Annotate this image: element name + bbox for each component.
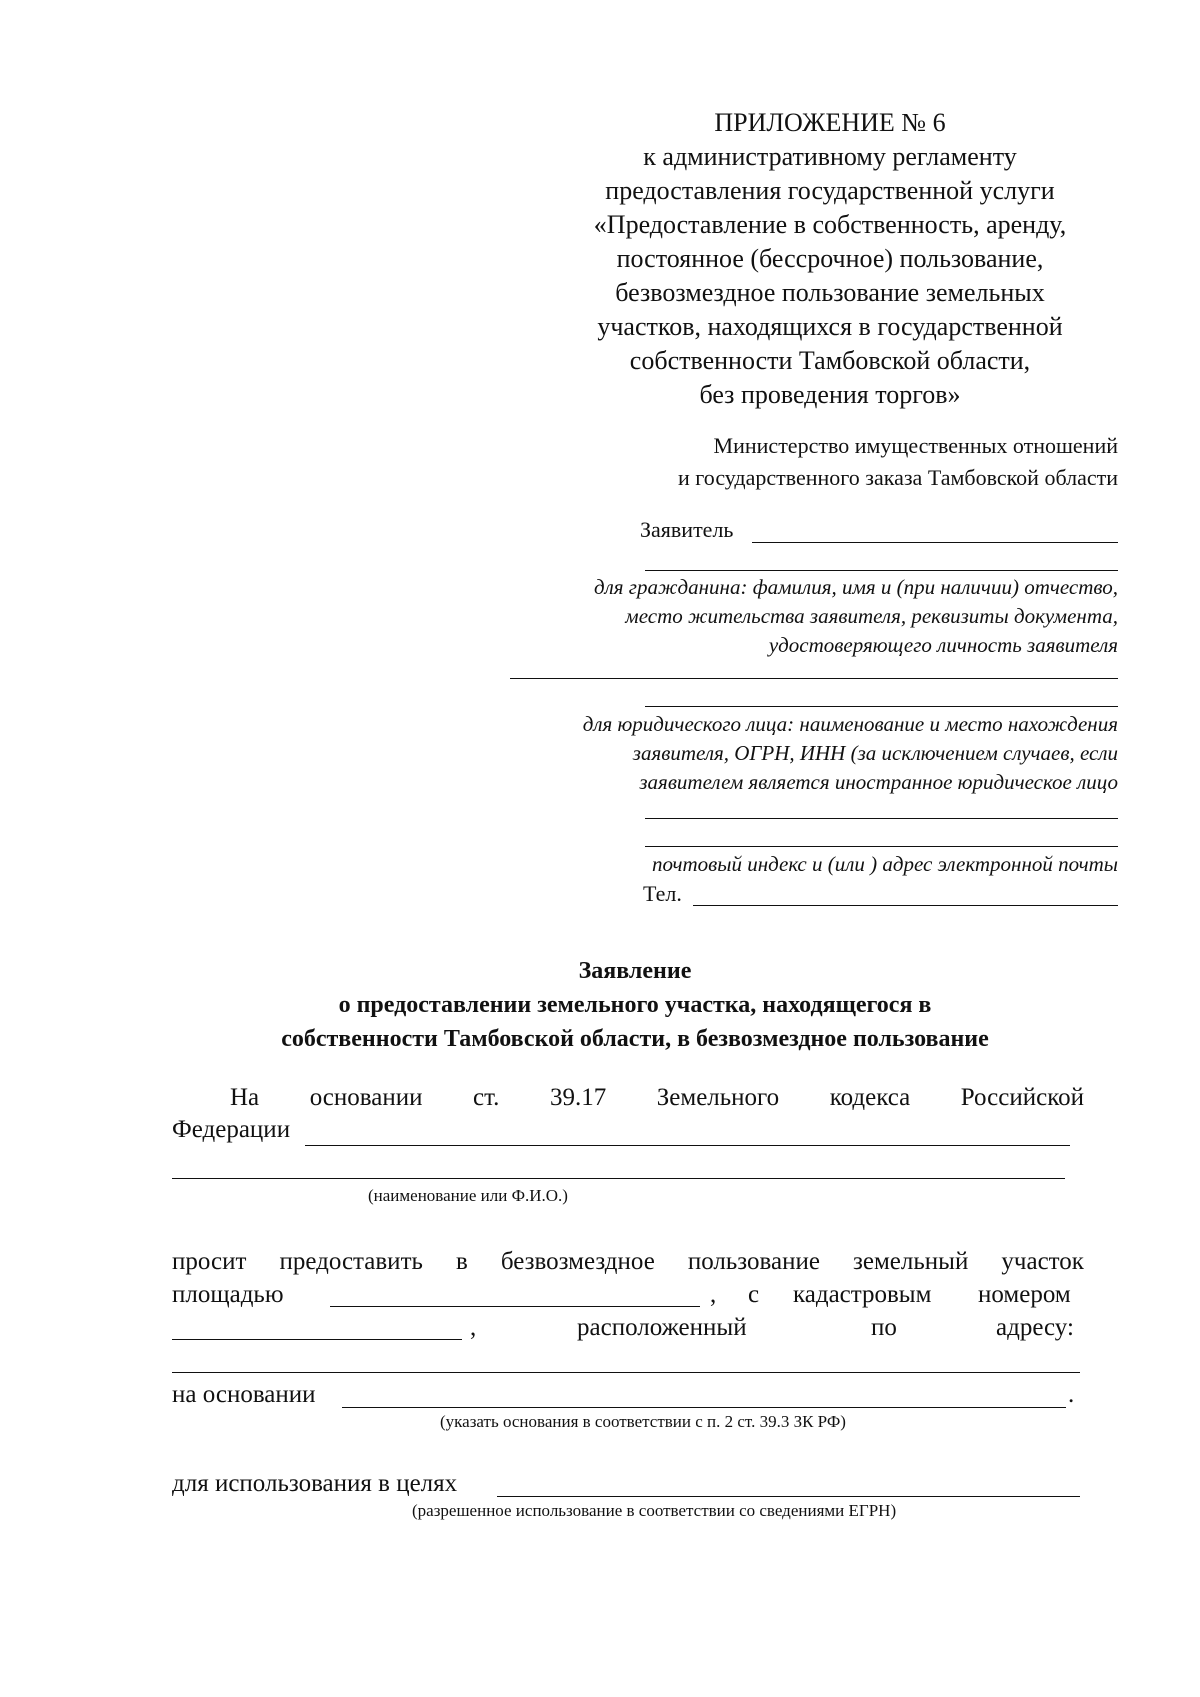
appendix-line: предоставления государственной услуги	[605, 176, 1055, 205]
cadastral-with: с	[748, 1281, 760, 1308]
statement-title	[170, 954, 1100, 1056]
appendix-line: к административному регламенту	[643, 142, 1017, 171]
basis-dot: .	[1068, 1381, 1075, 1408]
located-po: по	[871, 1314, 897, 1341]
title-subheading: о предоставлении земельного участка, находящегося в	[338, 992, 932, 1018]
purpose-note: (разрешенное использование в соответствии со сведениями ЕГРН)	[412, 1501, 897, 1520]
contact-field-line[interactable]	[645, 818, 1118, 819]
body-word: пользование	[687, 1248, 820, 1275]
basis-paragraph	[230, 1084, 1084, 1112]
federation-label: Федерации	[172, 1116, 291, 1143]
body-word: ст.	[473, 1084, 500, 1111]
applicant-field-line[interactable]	[645, 706, 1118, 707]
body-word: участок	[1001, 1248, 1084, 1275]
body-word: 39.17	[549, 1084, 607, 1111]
located-address-label: адресу:	[996, 1314, 1074, 1341]
applicant-field-line[interactable]	[510, 678, 1118, 679]
body-word: предоставить	[279, 1248, 423, 1275]
phone-field-line[interactable]	[693, 905, 1118, 906]
cadastral-field-line[interactable]	[172, 1339, 462, 1340]
hint-line: заявителя, ОГРН, ИНН (за исключением случаев, если	[632, 741, 1118, 765]
address-field-line[interactable]	[172, 1372, 1080, 1373]
contact-field-line[interactable]	[645, 846, 1118, 847]
hint-line: почтовый индекс и (или ) адрес электронной почты	[652, 852, 1118, 876]
applicant-label: Заявитель	[640, 517, 734, 542]
appendix-title: ПРИЛОЖЕНИЕ № 6	[714, 108, 946, 137]
title-subheading: собственности Тамбовской области, в безвозмездное пользование	[281, 1026, 989, 1052]
hint-line: для юридического лица: наименование и место нахождения	[582, 712, 1118, 736]
appendix-line: безвозмездное пользование земельных	[615, 278, 1045, 307]
appendix-line: участков, находящихся в государственной	[597, 312, 1063, 341]
comma: ,	[470, 1314, 477, 1341]
appendix-line: собственности Тамбовской области,	[629, 346, 1031, 375]
applicant-field-line[interactable]	[752, 542, 1118, 543]
hint-line: для гражданина: фамилия, имя и (при наличии) отчество,	[594, 575, 1118, 599]
applicant-name-line[interactable]	[305, 1145, 1070, 1146]
addressee-line: и государственного заказа Тамбовской области	[678, 465, 1118, 490]
cadastral-label: кадастровым	[793, 1281, 932, 1308]
name-note: (наименование или Ф.И.О.)	[368, 1186, 568, 1205]
body-word: На	[230, 1084, 260, 1111]
addressee-line: Министерство имущественных отношений	[713, 433, 1118, 458]
body-word: безвозмездное	[500, 1248, 655, 1275]
located-label: расположенный	[577, 1314, 747, 1341]
applicant-field-line[interactable]	[645, 570, 1118, 571]
body-word: Земельного	[656, 1084, 780, 1111]
legal-entity-hint	[583, 710, 1118, 797]
title-heading: Заявление	[578, 958, 692, 984]
appendix-line: постоянное (бессрочное) пользование,	[616, 244, 1044, 273]
body-word: кодекса	[829, 1084, 911, 1111]
body-word: в	[455, 1248, 468, 1275]
basis-label: на основании	[172, 1381, 316, 1408]
addressee-block	[678, 430, 1118, 494]
contact-hint	[652, 850, 1118, 879]
basis-note: (указать основания в соответствии с п. 2 ст. 39.3 ЗК РФ)	[440, 1412, 846, 1431]
purpose-label: для использования в целях	[172, 1470, 458, 1497]
body-word: основании	[309, 1084, 423, 1111]
body-word: Российской	[960, 1084, 1084, 1111]
basis-field-line[interactable]	[342, 1407, 1066, 1408]
area-field-line[interactable]	[330, 1306, 700, 1307]
appendix-header	[560, 106, 1100, 412]
appendix-line: «Предоставление в собственность, аренду,	[593, 210, 1067, 239]
hint-line: место жительства заявителя, реквизиты документа,	[625, 604, 1118, 628]
body-word: земельный	[853, 1248, 969, 1275]
hint-line: заявителем является иностранное юридическое лицо	[639, 770, 1118, 794]
appendix-line: без проведения торгов»	[699, 380, 961, 409]
request-paragraph	[172, 1248, 1084, 1276]
hint-line: удостоверяющего личность заявителя	[768, 633, 1118, 657]
body-word: просит	[172, 1248, 247, 1275]
applicant-name-line[interactable]	[172, 1178, 1065, 1179]
citizen-hint	[594, 573, 1118, 660]
comma: ,	[710, 1281, 717, 1308]
cadastral-number-label: номером	[978, 1281, 1071, 1308]
purpose-field-line[interactable]	[497, 1496, 1080, 1497]
area-label: площадью	[172, 1281, 284, 1308]
phone-label: Тел.	[643, 881, 682, 906]
